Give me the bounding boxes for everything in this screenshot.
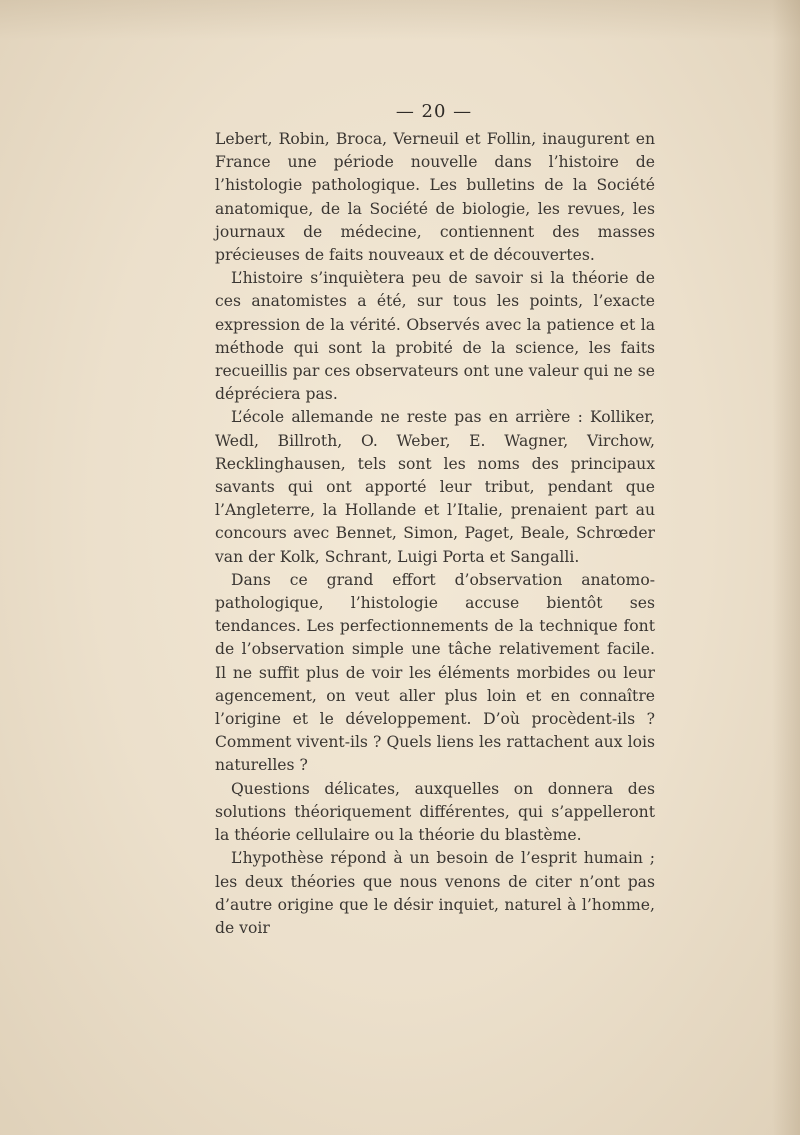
- paragraph-2: L’histoire s’inquiètera peu de savoir si la théorie de ces anatomistes a été, sur tous les points, l’exacte expression de la vérité. Observés avec la patience et la méthode qui sont la probité de la science, les faits recueillis par ces observateurs ont une valeur qui ne se dépréciera pas.: [215, 269, 655, 404]
- paragraph-1: Lebert, Robin, Broca, Verneuil et Follin, inaugurent en France une période nouvelle dans l’histoire de l’histologie pathologique. Les bulletins de la Société anatomique, de la Société de biologie, les revues, les journaux de médecine, contiennent des masses précieuses de faits nouveaux et de découvertes.: [215, 130, 655, 265]
- paragraph-3: L’école allemande ne reste pas en arrière : Kolliker, Wedl, Billroth, O. Weber, E. Wagner, Virchow, Recklinghausen, tels sont les noms des principaux savants qui ont apporté leur tribut, pendant que l’Angleterre, la Hollande et l’Italie, prenaient part au concours avec Bennet, Simon, Paget, Beale, Schrœder van der Kolk, Schrant, Luigi Porta et Sangalli.: [215, 408, 655, 566]
- page-top-shadow: [0, 0, 800, 40]
- page-number: — 20 —: [395, 101, 473, 122]
- page-right-shadow: [772, 0, 800, 1135]
- body-text: [215, 128, 655, 940]
- paragraph-6: L’hypothèse répond à un besoin de l’esprit humain ; les deux théories que nous venons de citer n’ont pas d’autre origine que le désir inquiet, naturel à l’homme, de voir: [215, 849, 655, 937]
- paragraph-5: Questions délicates, auxquelles on donnera des solutions théoriquement différentes, qui s’appelleront la théorie cellulaire ou la théorie du blastème.: [215, 779, 655, 845]
- paragraph-4: Dans ce grand effort d’observation anatomo-pathologique, l’histologie accuse bientôt ses tendances. Les perfectionnements de la technique font de l’observation simple une tâche relativement facile. Il ne suffit plus de voir les éléments morbides ou leur agencement, on veut aller plus loin et en connaître l’origine et le développement. D’où procèdent-ils ? Comment vivent-ils ? Quels liens les rattachent aux lois naturelles ?: [215, 570, 655, 775]
